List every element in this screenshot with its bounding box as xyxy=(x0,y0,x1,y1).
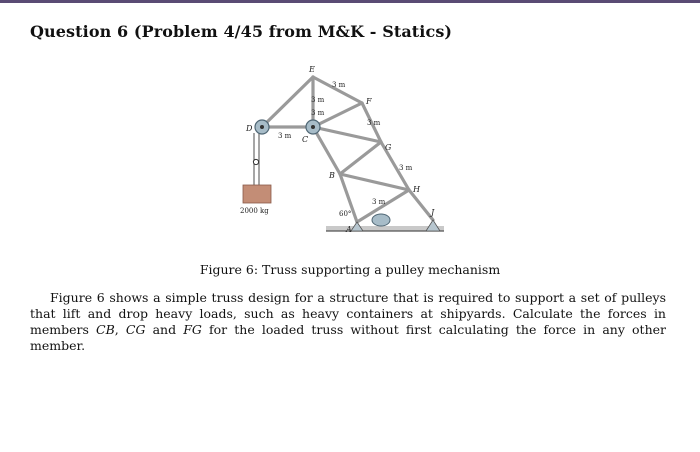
dim-EC-upper: 3 m xyxy=(311,96,325,104)
member-cg-ref: CG xyxy=(125,322,146,337)
statement-outro: for the loaded truss without first calculating the force in any other member. xyxy=(30,322,667,353)
label-J: J xyxy=(431,208,435,217)
hanging-mass xyxy=(243,185,271,203)
member-CG xyxy=(313,127,381,142)
dim-DC: 3 m xyxy=(278,132,292,140)
member-DE xyxy=(262,77,313,127)
label-B: B xyxy=(329,171,335,180)
label-D: D xyxy=(246,124,253,133)
problem-statement xyxy=(30,290,666,354)
label-G: G xyxy=(385,143,392,152)
label-A: A xyxy=(346,225,352,234)
mass-label: 2000 kg xyxy=(240,207,269,215)
dim-FG: 3 m xyxy=(367,119,381,127)
question-title: Question 6 (Problem 4/45 from M&K - Statics) xyxy=(30,22,453,41)
separator-1: , xyxy=(114,322,126,337)
pulley-C-hub xyxy=(311,125,315,129)
figure-caption: Figure 6: Truss supporting a pulley mechanism xyxy=(199,262,501,277)
dim-EF: 3 m xyxy=(332,81,346,89)
label-C: C xyxy=(302,135,309,144)
statement-intro: Figure 6 shows a simple truss design for a structure that is required to support a set of pulleys that lift and drop heavy loads, such as heavy containers at shipyards. Calculate the forces in members xyxy=(30,290,666,337)
dim-GH: 3 m xyxy=(399,164,413,172)
dim-BH: 3 m xyxy=(372,198,386,206)
member-cb-ref: CB xyxy=(96,322,115,337)
dim-EC-lower: 3 m xyxy=(311,109,325,117)
member-fg-ref: FG xyxy=(183,322,202,337)
angle-label: 60° xyxy=(339,210,352,218)
label-H: H xyxy=(413,185,420,194)
label-F: F xyxy=(366,97,372,106)
label-E: E xyxy=(309,65,315,74)
pulley-D-hub xyxy=(260,125,264,129)
winch-icon xyxy=(372,214,390,226)
support-J-icon xyxy=(426,220,440,231)
member-BH xyxy=(340,174,409,190)
member-BG xyxy=(340,142,381,174)
separator-2: and xyxy=(145,322,184,337)
truss-members xyxy=(262,77,433,222)
member-CB xyxy=(313,127,340,174)
member-HJ xyxy=(409,190,433,220)
cable-hook xyxy=(253,159,258,164)
